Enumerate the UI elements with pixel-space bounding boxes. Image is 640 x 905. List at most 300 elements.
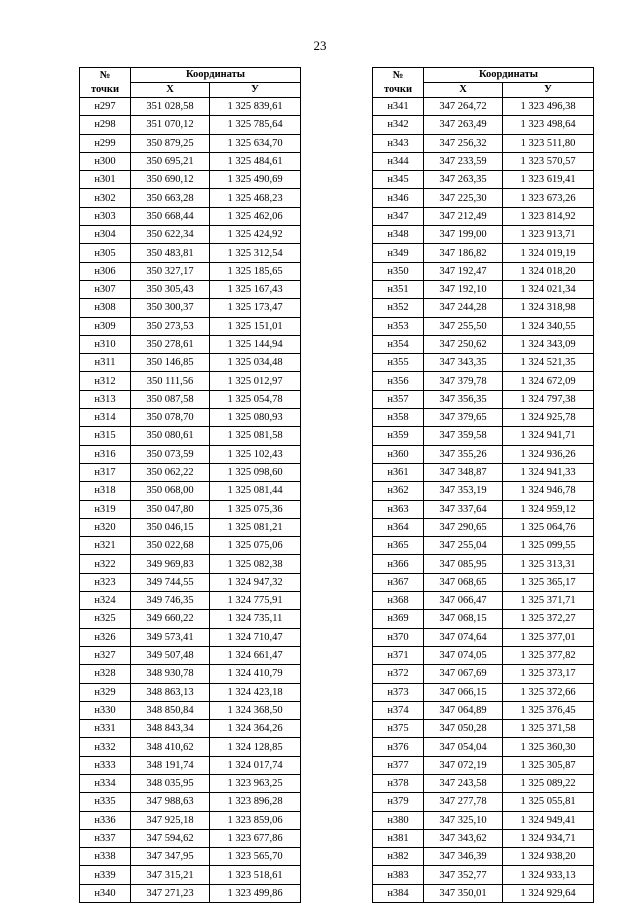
x-coordinate-cell: 347 192,10: [424, 280, 503, 298]
y-header: У: [210, 83, 301, 98]
point-number-cell: н360: [373, 445, 424, 463]
x-coordinate-cell: 347 343,35: [424, 354, 503, 372]
point-number-cell: н355: [373, 354, 424, 372]
x-coordinate-cell: 347 199,00: [424, 226, 503, 244]
point-number-cell: н356: [373, 372, 424, 390]
y-coordinate-cell: 1 324 017,74: [210, 756, 301, 774]
x-coordinate-cell: 347 066,15: [424, 683, 503, 701]
table-row: [80, 427, 301, 445]
y-coordinate-cell: 1 324 925,78: [503, 409, 594, 427]
point-number-cell: н304: [80, 226, 131, 244]
y-coordinate-cell: 1 323 913,71: [503, 226, 594, 244]
x-coordinate-cell: 347 346,39: [424, 848, 503, 866]
x-coordinate-cell: 347 066,47: [424, 592, 503, 610]
x-coordinate-cell: 347 255,04: [424, 537, 503, 555]
x-coordinate-cell: 347 186,82: [424, 244, 503, 262]
y-coordinate-cell: 1 325 082,38: [210, 555, 301, 573]
point-number-header-line1: №: [99, 69, 111, 81]
y-coordinate-cell: 1 325 064,76: [503, 518, 594, 536]
x-coordinate-cell: 347 243,58: [424, 774, 503, 792]
table-body: [80, 98, 301, 903]
x-coordinate-cell: 348 850,84: [131, 701, 210, 719]
table-row: [373, 189, 594, 207]
y-coordinate-cell: 1 325 424,92: [210, 226, 301, 244]
table-row: [373, 829, 594, 847]
point-number-cell: н365: [373, 537, 424, 555]
x-coordinate-cell: 350 879,25: [131, 134, 210, 152]
table-row: [80, 793, 301, 811]
y-coordinate-cell: 1 324 710,47: [210, 628, 301, 646]
table-row: [373, 335, 594, 353]
point-number-cell: н372: [373, 665, 424, 683]
x-coordinate-cell: 347 054,04: [424, 738, 503, 756]
x-coordinate-cell: 347 225,30: [424, 189, 503, 207]
y-coordinate-cell: 1 325 089,22: [503, 774, 594, 792]
x-coordinate-cell: 350 073,59: [131, 445, 210, 463]
table-row: [80, 445, 301, 463]
x-coordinate-cell: 347 067,69: [424, 665, 503, 683]
table-row: [373, 811, 594, 829]
table-row: [373, 280, 594, 298]
table-row: [80, 244, 301, 262]
x-coordinate-cell: 347 315,21: [131, 866, 210, 884]
x-coordinate-cell: 350 695,21: [131, 152, 210, 170]
x-coordinate-cell: 347 085,95: [424, 555, 503, 573]
y-coordinate-cell: 1 323 496,38: [503, 98, 594, 116]
table-row: [80, 756, 301, 774]
x-coordinate-cell: 350 047,80: [131, 500, 210, 518]
table-row: [373, 409, 594, 427]
x-coordinate-cell: 347 192,47: [424, 262, 503, 280]
x-coordinate-cell: 348 035,95: [131, 774, 210, 792]
table-row: [80, 280, 301, 298]
y-coordinate-cell: 1 325 099,55: [503, 537, 594, 555]
point-number-cell: н303: [80, 207, 131, 225]
x-coordinate-cell: 347 350,01: [424, 884, 503, 902]
point-number-cell: н299: [80, 134, 131, 152]
x-coordinate-cell: 347 263,35: [424, 171, 503, 189]
table-row: [373, 463, 594, 481]
y-coordinate-cell: 1 324 949,41: [503, 811, 594, 829]
x-coordinate-cell: 349 744,55: [131, 573, 210, 591]
y-coordinate-cell: 1 325 371,71: [503, 592, 594, 610]
x-coordinate-cell: 347 347,95: [131, 848, 210, 866]
point-number-cell: н298: [80, 116, 131, 134]
point-number-cell: н322: [80, 555, 131, 573]
table-row: [373, 500, 594, 518]
x-coordinate-cell: 348 930,78: [131, 665, 210, 683]
x-coordinate-cell: 348 410,62: [131, 738, 210, 756]
table-row: [80, 829, 301, 847]
table-row: [373, 756, 594, 774]
y-coordinate-cell: 1 323 511,80: [503, 134, 594, 152]
point-number-cell: н366: [373, 555, 424, 573]
table-row: [80, 738, 301, 756]
table-row: [373, 646, 594, 664]
point-number-cell: н338: [80, 848, 131, 866]
table-row: [373, 98, 594, 116]
x-coordinate-cell: 349 746,35: [131, 592, 210, 610]
point-number-cell: н358: [373, 409, 424, 427]
coordinates-table-right: [372, 67, 594, 903]
point-number-cell: н345: [373, 171, 424, 189]
x-coordinate-cell: 347 068,65: [424, 573, 503, 591]
y-coordinate-cell: 1 324 019,19: [503, 244, 594, 262]
y-coordinate-cell: 1 325 075,06: [210, 537, 301, 555]
point-number-cell: н311: [80, 354, 131, 372]
x-coordinate-cell: 350 663,28: [131, 189, 210, 207]
table-row: [80, 537, 301, 555]
x-header: X: [131, 83, 210, 98]
x-coordinate-cell: 347 348,87: [424, 463, 503, 481]
table-row: [80, 848, 301, 866]
x-coordinate-cell: 350 111,56: [131, 372, 210, 390]
table-row: [373, 848, 594, 866]
point-number-cell: н325: [80, 610, 131, 628]
table-row: [80, 720, 301, 738]
x-coordinate-cell: 347 271,23: [131, 884, 210, 902]
table-row: [80, 226, 301, 244]
point-number-cell: н337: [80, 829, 131, 847]
x-coordinate-cell: 347 072,19: [424, 756, 503, 774]
y-coordinate-cell: 1 323 619,41: [503, 171, 594, 189]
table-row: [373, 555, 594, 573]
x-coordinate-cell: 347 250,62: [424, 335, 503, 353]
point-number-cell: н300: [80, 152, 131, 170]
y-coordinate-cell: 1 323 518,61: [210, 866, 301, 884]
table-row: [80, 262, 301, 280]
table-row: [373, 665, 594, 683]
y-coordinate-cell: 1 324 672,09: [503, 372, 594, 390]
y-coordinate-cell: 1 324 735,11: [210, 610, 301, 628]
point-number-cell: н330: [80, 701, 131, 719]
point-number-cell: н302: [80, 189, 131, 207]
y-coordinate-cell: 1 325 785,64: [210, 116, 301, 134]
table-row: [373, 866, 594, 884]
x-coordinate-cell: 350 022,68: [131, 537, 210, 555]
x-coordinate-cell: 347 064,89: [424, 701, 503, 719]
point-number-cell: н362: [373, 482, 424, 500]
x-coordinate-cell: 351 070,12: [131, 116, 210, 134]
y-coordinate-cell: 1 325 312,54: [210, 244, 301, 262]
table-row: [373, 628, 594, 646]
y-coordinate-cell: 1 325 102,43: [210, 445, 301, 463]
y-coordinate-cell: 1 324 941,33: [503, 463, 594, 481]
point-number-cell: н328: [80, 665, 131, 683]
coordinates-table-left: [79, 67, 301, 903]
y-coordinate-cell: 1 324 018,20: [503, 262, 594, 280]
table-row: [373, 518, 594, 536]
y-coordinate-cell: 1 325 098,60: [210, 463, 301, 481]
x-coordinate-cell: 350 273,53: [131, 317, 210, 335]
point-number-cell: н309: [80, 317, 131, 335]
table-row: [373, 738, 594, 756]
y-coordinate-cell: 1 325 144,94: [210, 335, 301, 353]
x-coordinate-cell: 347 352,77: [424, 866, 503, 884]
table-row: [80, 866, 301, 884]
x-coordinate-cell: 351 028,58: [131, 98, 210, 116]
table-row: [373, 299, 594, 317]
y-coordinate-cell: 1 324 021,34: [503, 280, 594, 298]
y-coordinate-cell: 1 325 377,01: [503, 628, 594, 646]
y-coordinate-cell: 1 325 075,36: [210, 500, 301, 518]
x-coordinate-cell: 350 327,17: [131, 262, 210, 280]
point-number-cell: н370: [373, 628, 424, 646]
table-row: [80, 189, 301, 207]
point-number-cell: н313: [80, 390, 131, 408]
table-row: [373, 573, 594, 591]
point-number-cell: н329: [80, 683, 131, 701]
table-row: [373, 134, 594, 152]
y-coordinate-cell: 1 325 377,82: [503, 646, 594, 664]
table-row: [373, 720, 594, 738]
point-number-cell: н364: [373, 518, 424, 536]
y-coordinate-cell: 1 324 128,85: [210, 738, 301, 756]
x-coordinate-cell: 347 255,50: [424, 317, 503, 335]
page-number: 23: [313, 38, 327, 53]
point-number-cell: н333: [80, 756, 131, 774]
table-row: [80, 555, 301, 573]
point-number-cell: н367: [373, 573, 424, 591]
point-number-cell: н339: [80, 866, 131, 884]
x-coordinate-cell: 347 379,78: [424, 372, 503, 390]
table-row: [80, 98, 301, 116]
y-coordinate-cell: 1 325 839,61: [210, 98, 301, 116]
y-coordinate-cell: 1 324 521,35: [503, 354, 594, 372]
point-number-header-line2: точки: [383, 83, 413, 95]
y-coordinate-cell: 1 325 365,17: [503, 573, 594, 591]
y-coordinate-cell: 1 325 373,17: [503, 665, 594, 683]
table-row: [80, 171, 301, 189]
table-row: [80, 463, 301, 481]
y-coordinate-cell: 1 323 570,57: [503, 152, 594, 170]
table-row: [373, 372, 594, 390]
point-number-cell: н305: [80, 244, 131, 262]
table-row: [80, 646, 301, 664]
x-coordinate-cell: 350 080,61: [131, 427, 210, 445]
table-row: [80, 299, 301, 317]
y-coordinate-cell: 1 324 340,55: [503, 317, 594, 335]
point-number-cell: н314: [80, 409, 131, 427]
y-coordinate-cell: 1 325 081,21: [210, 518, 301, 536]
x-coordinate-cell: 347 264,72: [424, 98, 503, 116]
table-row: [80, 628, 301, 646]
table-row: [80, 354, 301, 372]
x-coordinate-cell: 347 074,64: [424, 628, 503, 646]
y-coordinate-cell: 1 323 499,86: [210, 884, 301, 902]
y-coordinate-cell: 1 325 151,01: [210, 317, 301, 335]
x-coordinate-cell: 349 573,41: [131, 628, 210, 646]
y-coordinate-cell: 1 325 081,58: [210, 427, 301, 445]
y-coordinate-cell: 1 325 468,23: [210, 189, 301, 207]
x-coordinate-cell: 350 300,37: [131, 299, 210, 317]
point-number-cell: н316: [80, 445, 131, 463]
point-number-cell: н317: [80, 463, 131, 481]
y-coordinate-cell: 1 325 012,97: [210, 372, 301, 390]
x-coordinate-cell: 347 050,28: [424, 720, 503, 738]
point-number-cell: н320: [80, 518, 131, 536]
point-number-cell: н359: [373, 427, 424, 445]
point-number-cell: н341: [373, 98, 424, 116]
y-coordinate-cell: 1 324 946,78: [503, 482, 594, 500]
x-coordinate-cell: 350 146,85: [131, 354, 210, 372]
y-coordinate-cell: 1 324 797,38: [503, 390, 594, 408]
table-row: [80, 573, 301, 591]
table-row: [373, 427, 594, 445]
point-number-header-line2: точки: [90, 83, 120, 95]
point-number-cell: н310: [80, 335, 131, 353]
y-coordinate-cell: 1 325 081,44: [210, 482, 301, 500]
table-row: [373, 537, 594, 555]
x-coordinate-cell: 347 355,26: [424, 445, 503, 463]
point-number-header-line1: №: [392, 69, 404, 81]
y-coordinate-cell: 1 325 305,87: [503, 756, 594, 774]
point-number-cell: н318: [80, 482, 131, 500]
point-number-cell: н331: [80, 720, 131, 738]
x-coordinate-cell: 349 969,83: [131, 555, 210, 573]
point-number-cell: н323: [80, 573, 131, 591]
table-row: [80, 610, 301, 628]
y-coordinate-cell: 1 325 034,48: [210, 354, 301, 372]
x-coordinate-cell: 347 353,19: [424, 482, 503, 500]
x-coordinate-cell: 348 843,34: [131, 720, 210, 738]
y-coordinate-cell: 1 324 933,13: [503, 866, 594, 884]
table-row: [373, 482, 594, 500]
y-coordinate-cell: 1 325 054,78: [210, 390, 301, 408]
point-number-cell: н351: [373, 280, 424, 298]
x-coordinate-cell: 347 068,15: [424, 610, 503, 628]
y-coordinate-cell: 1 324 775,91: [210, 592, 301, 610]
point-number-cell: н346: [373, 189, 424, 207]
y-coordinate-cell: 1 325 173,47: [210, 299, 301, 317]
x-coordinate-cell: 347 244,28: [424, 299, 503, 317]
point-number-cell: н363: [373, 500, 424, 518]
point-number-cell: н347: [373, 207, 424, 225]
table-row: [80, 317, 301, 335]
point-number-cell: н357: [373, 390, 424, 408]
x-coordinate-cell: 347 356,35: [424, 390, 503, 408]
point-number-cell: н361: [373, 463, 424, 481]
point-number-cell: н374: [373, 701, 424, 719]
point-number-cell: н324: [80, 592, 131, 610]
y-coordinate-cell: 1 324 368,50: [210, 701, 301, 719]
point-number-header: [373, 68, 424, 98]
y-coordinate-cell: 1 325 490,69: [210, 171, 301, 189]
table-row: [373, 354, 594, 372]
point-number-cell: н319: [80, 500, 131, 518]
point-number-cell: н301: [80, 171, 131, 189]
point-number-cell: н378: [373, 774, 424, 792]
y-coordinate-cell: 1 324 959,12: [503, 500, 594, 518]
point-number-cell: н379: [373, 793, 424, 811]
y-coordinate-cell: 1 325 372,66: [503, 683, 594, 701]
point-number-cell: н376: [373, 738, 424, 756]
point-number-cell: н381: [373, 829, 424, 847]
table-row: [373, 171, 594, 189]
table-row: [80, 774, 301, 792]
point-number-cell: н377: [373, 756, 424, 774]
point-number-cell: н332: [80, 738, 131, 756]
table-row: [80, 665, 301, 683]
point-number-cell: н380: [373, 811, 424, 829]
table-row: [80, 811, 301, 829]
x-coordinate-cell: 347 925,18: [131, 811, 210, 829]
y-coordinate-cell: 1 323 814,92: [503, 207, 594, 225]
table-row: [80, 500, 301, 518]
point-number-cell: н342: [373, 116, 424, 134]
table-row: [373, 390, 594, 408]
y-coordinate-cell: 1 324 947,32: [210, 573, 301, 591]
y-coordinate-cell: 1 325 372,27: [503, 610, 594, 628]
table-row: [373, 592, 594, 610]
x-coordinate-cell: 348 191,74: [131, 756, 210, 774]
x-coordinate-cell: 350 690,12: [131, 171, 210, 189]
table-row: [373, 683, 594, 701]
coordinates-header: Координаты: [424, 68, 594, 83]
x-coordinate-cell: 350 068,00: [131, 482, 210, 500]
point-number-cell: н326: [80, 628, 131, 646]
table-row: [373, 793, 594, 811]
y-coordinate-cell: 1 323 859,06: [210, 811, 301, 829]
table-row: [373, 152, 594, 170]
point-number-header: [80, 68, 131, 98]
x-coordinate-cell: 350 046,15: [131, 518, 210, 536]
x-coordinate-cell: 347 263,49: [424, 116, 503, 134]
table-body: [373, 98, 594, 903]
y-coordinate-cell: 1 323 677,86: [210, 829, 301, 847]
x-coordinate-cell: 347 988,63: [131, 793, 210, 811]
table-row: [373, 610, 594, 628]
x-coordinate-cell: 347 594,62: [131, 829, 210, 847]
point-number-cell: н371: [373, 646, 424, 664]
table-row: [373, 445, 594, 463]
x-coordinate-cell: 350 087,58: [131, 390, 210, 408]
x-coordinate-cell: 350 668,44: [131, 207, 210, 225]
x-coordinate-cell: 350 483,81: [131, 244, 210, 262]
x-coordinate-cell: 347 290,65: [424, 518, 503, 536]
y-coordinate-cell: 1 323 963,25: [210, 774, 301, 792]
point-number-cell: н352: [373, 299, 424, 317]
table-row: [80, 372, 301, 390]
point-number-cell: н348: [373, 226, 424, 244]
table-row: [80, 592, 301, 610]
y-coordinate-cell: 1 325 484,61: [210, 152, 301, 170]
point-number-cell: н334: [80, 774, 131, 792]
x-coordinate-cell: 350 278,61: [131, 335, 210, 353]
point-number-cell: н327: [80, 646, 131, 664]
table-row: [80, 207, 301, 225]
y-coordinate-cell: 1 325 634,70: [210, 134, 301, 152]
y-coordinate-cell: 1 324 343,09: [503, 335, 594, 353]
point-number-cell: н350: [373, 262, 424, 280]
point-number-cell: н335: [80, 793, 131, 811]
y-header: У: [503, 83, 594, 98]
y-coordinate-cell: 1 323 498,64: [503, 116, 594, 134]
y-coordinate-cell: 1 324 410,79: [210, 665, 301, 683]
point-number-cell: н349: [373, 244, 424, 262]
table-row: [80, 390, 301, 408]
y-coordinate-cell: 1 325 167,43: [210, 280, 301, 298]
point-number-cell: н297: [80, 98, 131, 116]
x-coordinate-cell: 347 359,58: [424, 427, 503, 445]
point-number-cell: н343: [373, 134, 424, 152]
point-number-cell: н383: [373, 866, 424, 884]
table-row: [373, 226, 594, 244]
y-coordinate-cell: 1 325 371,58: [503, 720, 594, 738]
point-number-cell: н375: [373, 720, 424, 738]
table-row: [80, 335, 301, 353]
y-coordinate-cell: 1 325 376,45: [503, 701, 594, 719]
